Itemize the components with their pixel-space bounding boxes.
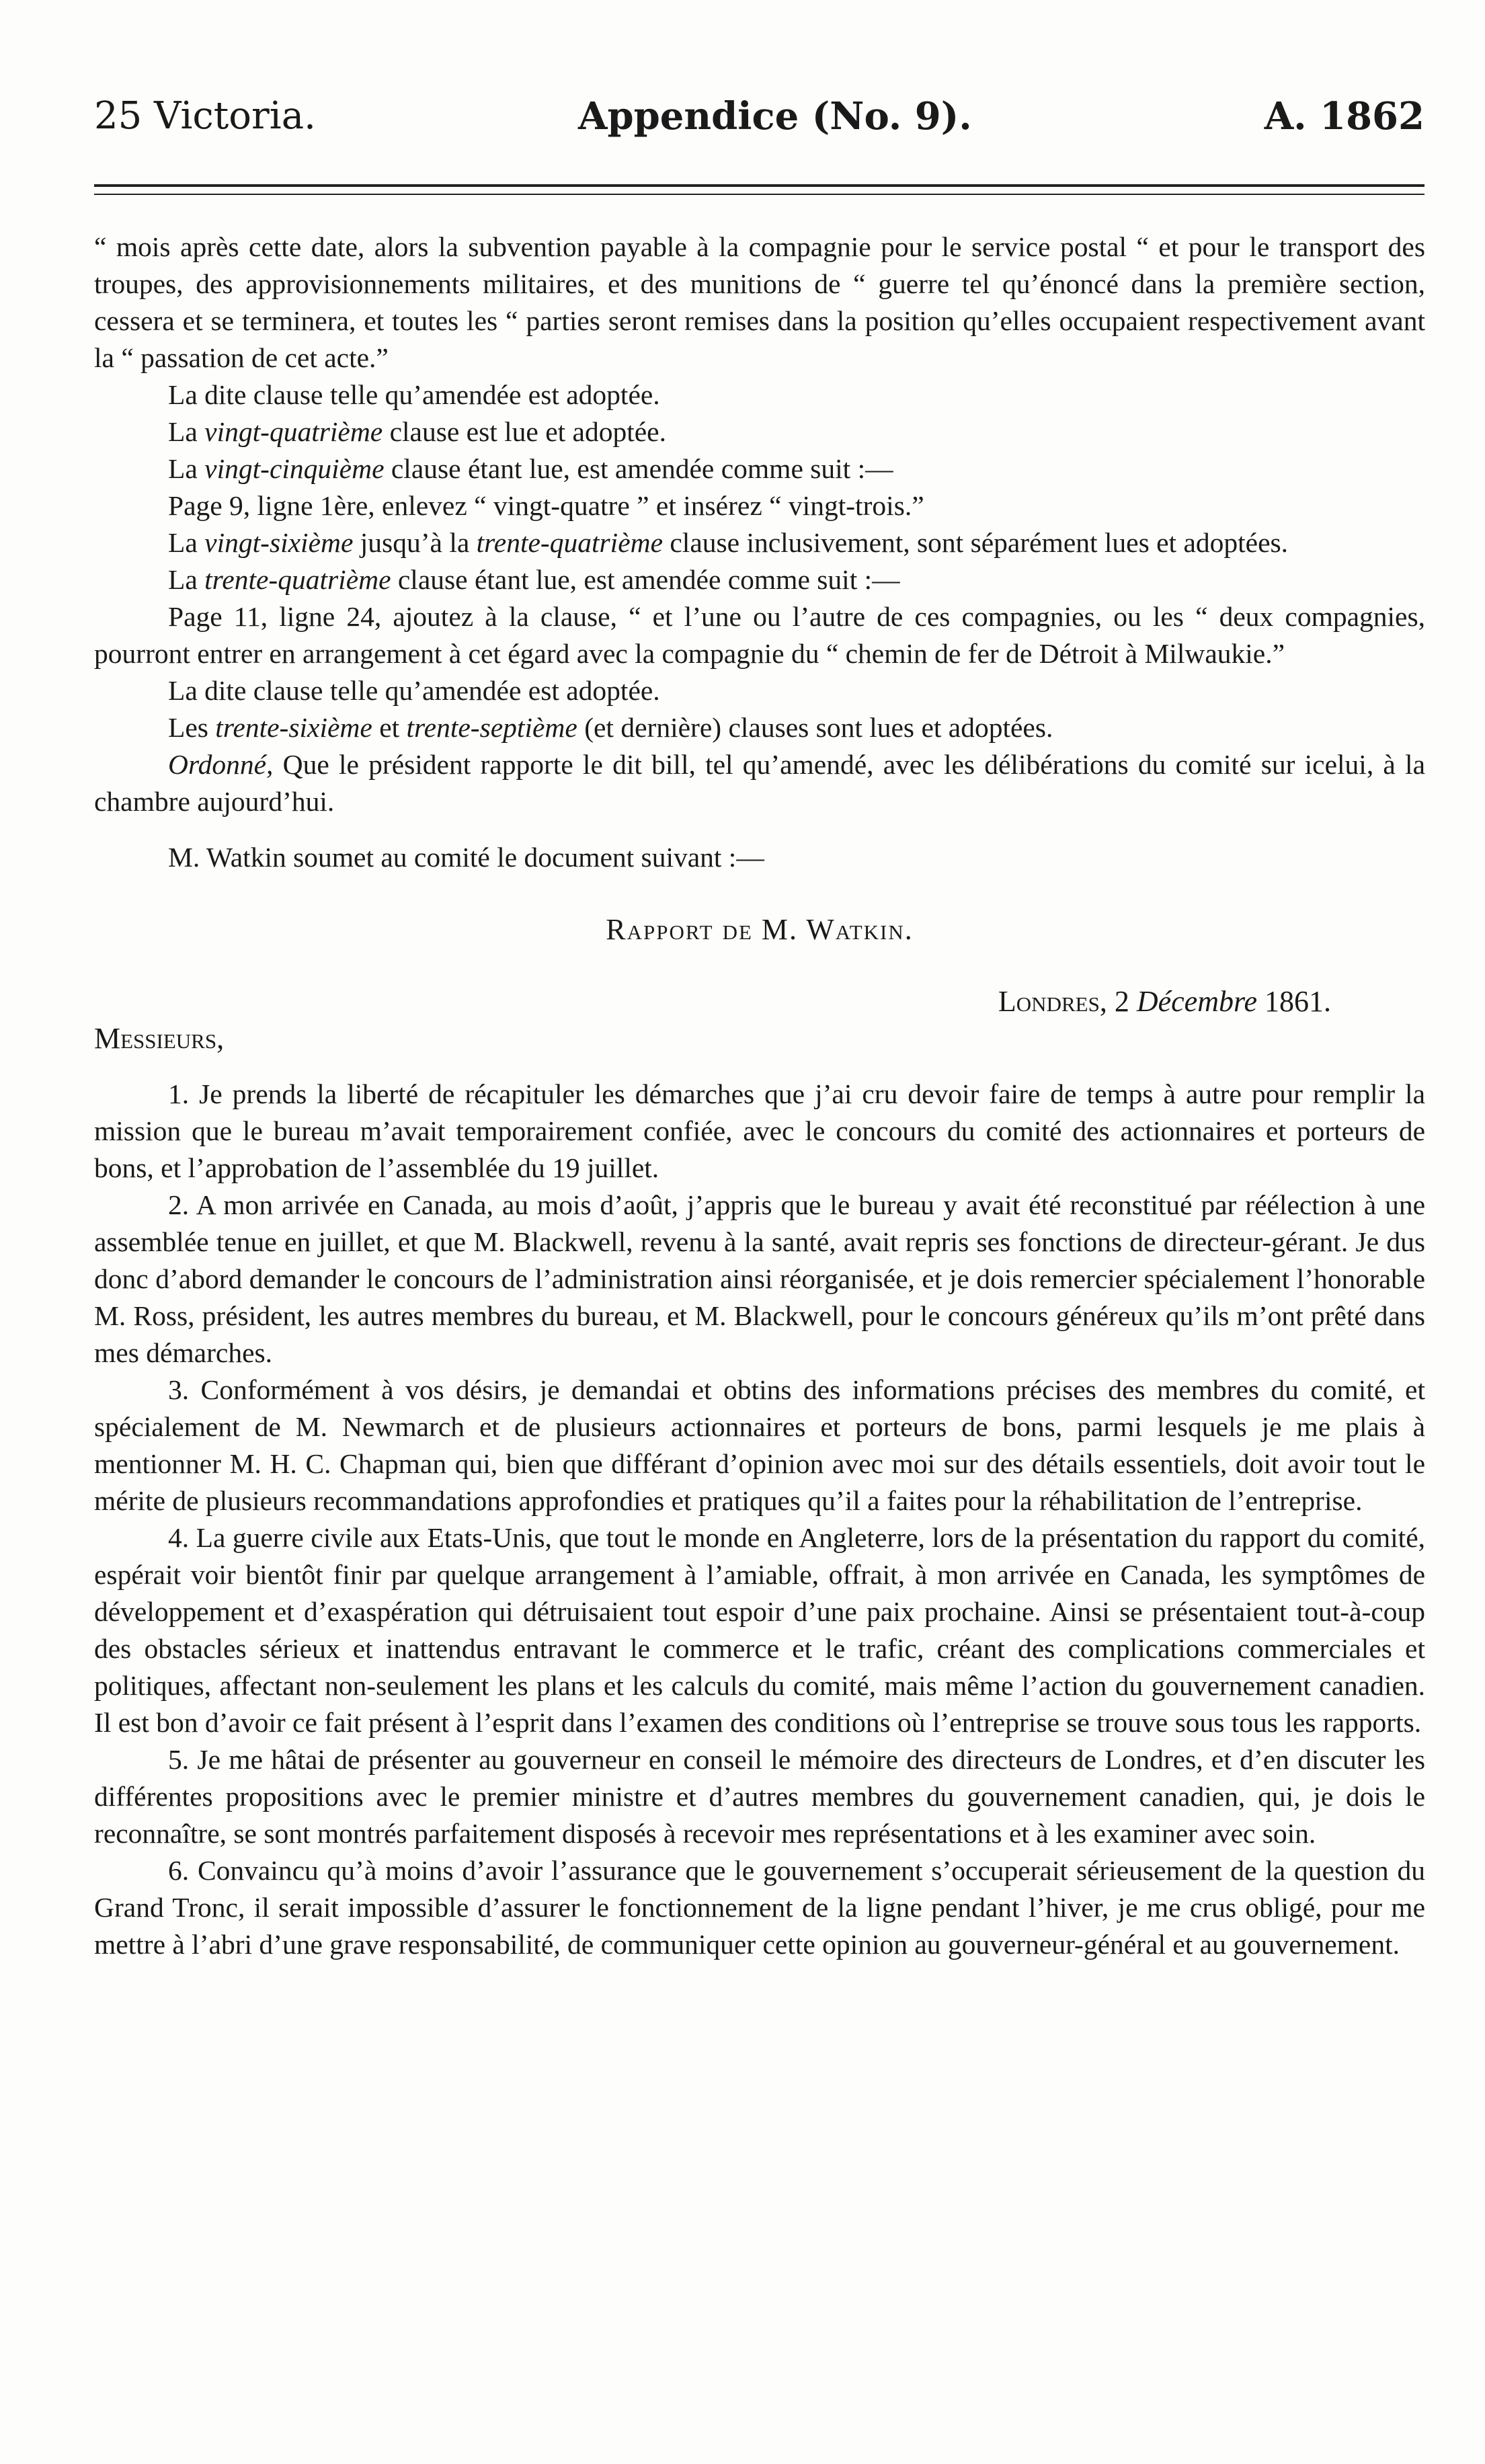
paragraph: La dite clause telle qu’amendée est adoptée. (168, 675, 660, 706)
report-dateline: Londres, 2 Décembre 1861. (998, 985, 1331, 1018)
report-salutation: Messieurs, (94, 1022, 225, 1055)
header-session: 25 Victoria. (94, 94, 316, 138)
header-appendix: Appendice (No. 9). (578, 94, 972, 138)
paragraph: Les trente-sixième et trente-septième (et dernière) clauses sont lues et adoptées. (168, 712, 1053, 743)
report-section: 5. Je me hâtai de présenter au gouverneur en conseil le mémoire des directeurs de Londres, et d’en discuter les différentes propositions avec le premier ministre et d’autres membres du gouvernement canadien, qui, je dois le reconnaître, se sont montrés parfaitement disposés à recevoir mes représentations et à les examiner avec soin. (94, 1744, 1425, 1849)
report-title: Rapport de M. Watkin. (606, 913, 914, 946)
header-year: A. 1862 (1264, 94, 1424, 138)
page-header (94, 94, 1424, 148)
report-section: 3. Conformément à vos désirs, je demandai et obtins des informations précises des membres du comité, et spécialement de M. Newmarch et de plusieurs actionnaires et porteurs de bons, parmi lesquels je me plais à mentionner M. H. C. Chapman qui, bien que différant d’opinion avec moi sur des détails essentiels, doit avoir tout le mérite de plusieurs recommandations approfondies et pratiques qu’il a faites pour la réhabilitation de l’entreprise. (94, 1374, 1425, 1516)
report-section: 6. Convaincu qu’à moins d’avoir l’assurance que le gouvernement s’occuperait sérieusement de la question du Grand Tronc, il serait impossible d’assurer le fonctionnement de la ligne pendant l’hiver, je me crus obligé, pour me mettre à l’abri d’une grave responsabilité, de communiquer cette opinion au gouverneur-général et au gouvernement. (94, 1855, 1425, 1960)
report-section: 2. A mon arrivée en Canada, au mois d’août, j’appris que le bureau y avait été reconstitué par réélection à une assemblée tenue en juillet, et que M. Blackwell, revenu à la santé, avait repris ses fonctions de directeur-gérant. Je dus donc d’abord demander le concours de l’administration ainsi réorganisée, et je dois remercier spécialement l’honorable M. Ross, président, les autres membres du bureau, et M. Blackwell, pour le concours généreux qu’ils m’ont prêté dans mes démarches. (94, 1189, 1425, 1368)
report-section: 1. Je prends la liberté de récapituler les démarches que j’ai cru devoir faire de temps à autre pour remplir la mission que le bureau m’avait temporairement confiée, avec le concours du comité des actionnaires et porteurs de bons, et l’approbation de l’assemblée du 19 juillet. (94, 1078, 1425, 1183)
paragraph: Page 11, ligne 24, ajoutez à la clause, “ et l’une ou l’autre de ces compagnies, ou les “ deux compagnies, pourront entrer en arrangement à cet égard avec la compagnie du “ chemin de fer de Détroit à Milwaukie.” (94, 601, 1425, 669)
paragraph: M. Watkin soumet au comité le document suivant :— (168, 842, 764, 873)
document-body (94, 229, 1425, 1963)
report-section: 4. La guerre civile aux Etats-Unis, que tout le monde en Angleterre, lors de la présentation du rapport du comité, espérait voir bientôt finir par quelque arrangement à l’amiable, offrait, à mon arrivée en Canada, les symptômes de développement et d’exaspération qui détruisaient tout espoir d’une paix prochaine. Ainsi se présentaient tout-à-coup des obstacles sérieux et inattendus entravant le commerce et le trafic, créant des complications commerciales et politiques, affectant non-seulement les plans et les calculs du comité, mais même l’action du gouvernement canadien. Il est bon d’avoir ce fait présent à l’esprit dans l’examen des conditions où l’entreprise se trouve sous tous les rapports. (94, 1522, 1425, 1738)
header-rule-thick (94, 184, 1424, 187)
paragraph: La dite clause telle qu’amendée est adoptée. (168, 379, 660, 410)
paragraph: La vingt-sixième jusqu’à la trente-quatrième clause inclusivement, sont séparément lues et adoptées. (168, 527, 1289, 558)
quoted-clause-text: “ mois après cette date, alors la subvention payable à la compagnie pour le service postal “ et pour le transport des troupes, des approvisionnements militaires, et des munitions de “ guerre tel qu’énoncé dans la première section, cessera et se terminera, et toutes les “ parties seront remises dans la position qu’elles occupaient respectivement avant la “ passation de cet acte.” (94, 231, 1425, 373)
paragraph: La trente-quatrième clause étant lue, est amendée comme suit :— (168, 564, 900, 595)
paragraph: La vingt-cinquième clause étant lue, est amendée comme suit :— (168, 453, 893, 484)
header-rule-thin (94, 194, 1424, 195)
paragraph: Ordonné, Que le président rapporte le dit bill, tel qu’amendé, avec les délibérations du comité sur icelui, à la chambre aujourd’hui. (94, 749, 1425, 817)
paragraph: Page 9, ligne 1ère, enlevez “ vingt-quatre ” et insérez “ vingt-trois.” (168, 490, 924, 521)
paragraph: La vingt-quatrième clause est lue et adoptée. (168, 416, 666, 447)
